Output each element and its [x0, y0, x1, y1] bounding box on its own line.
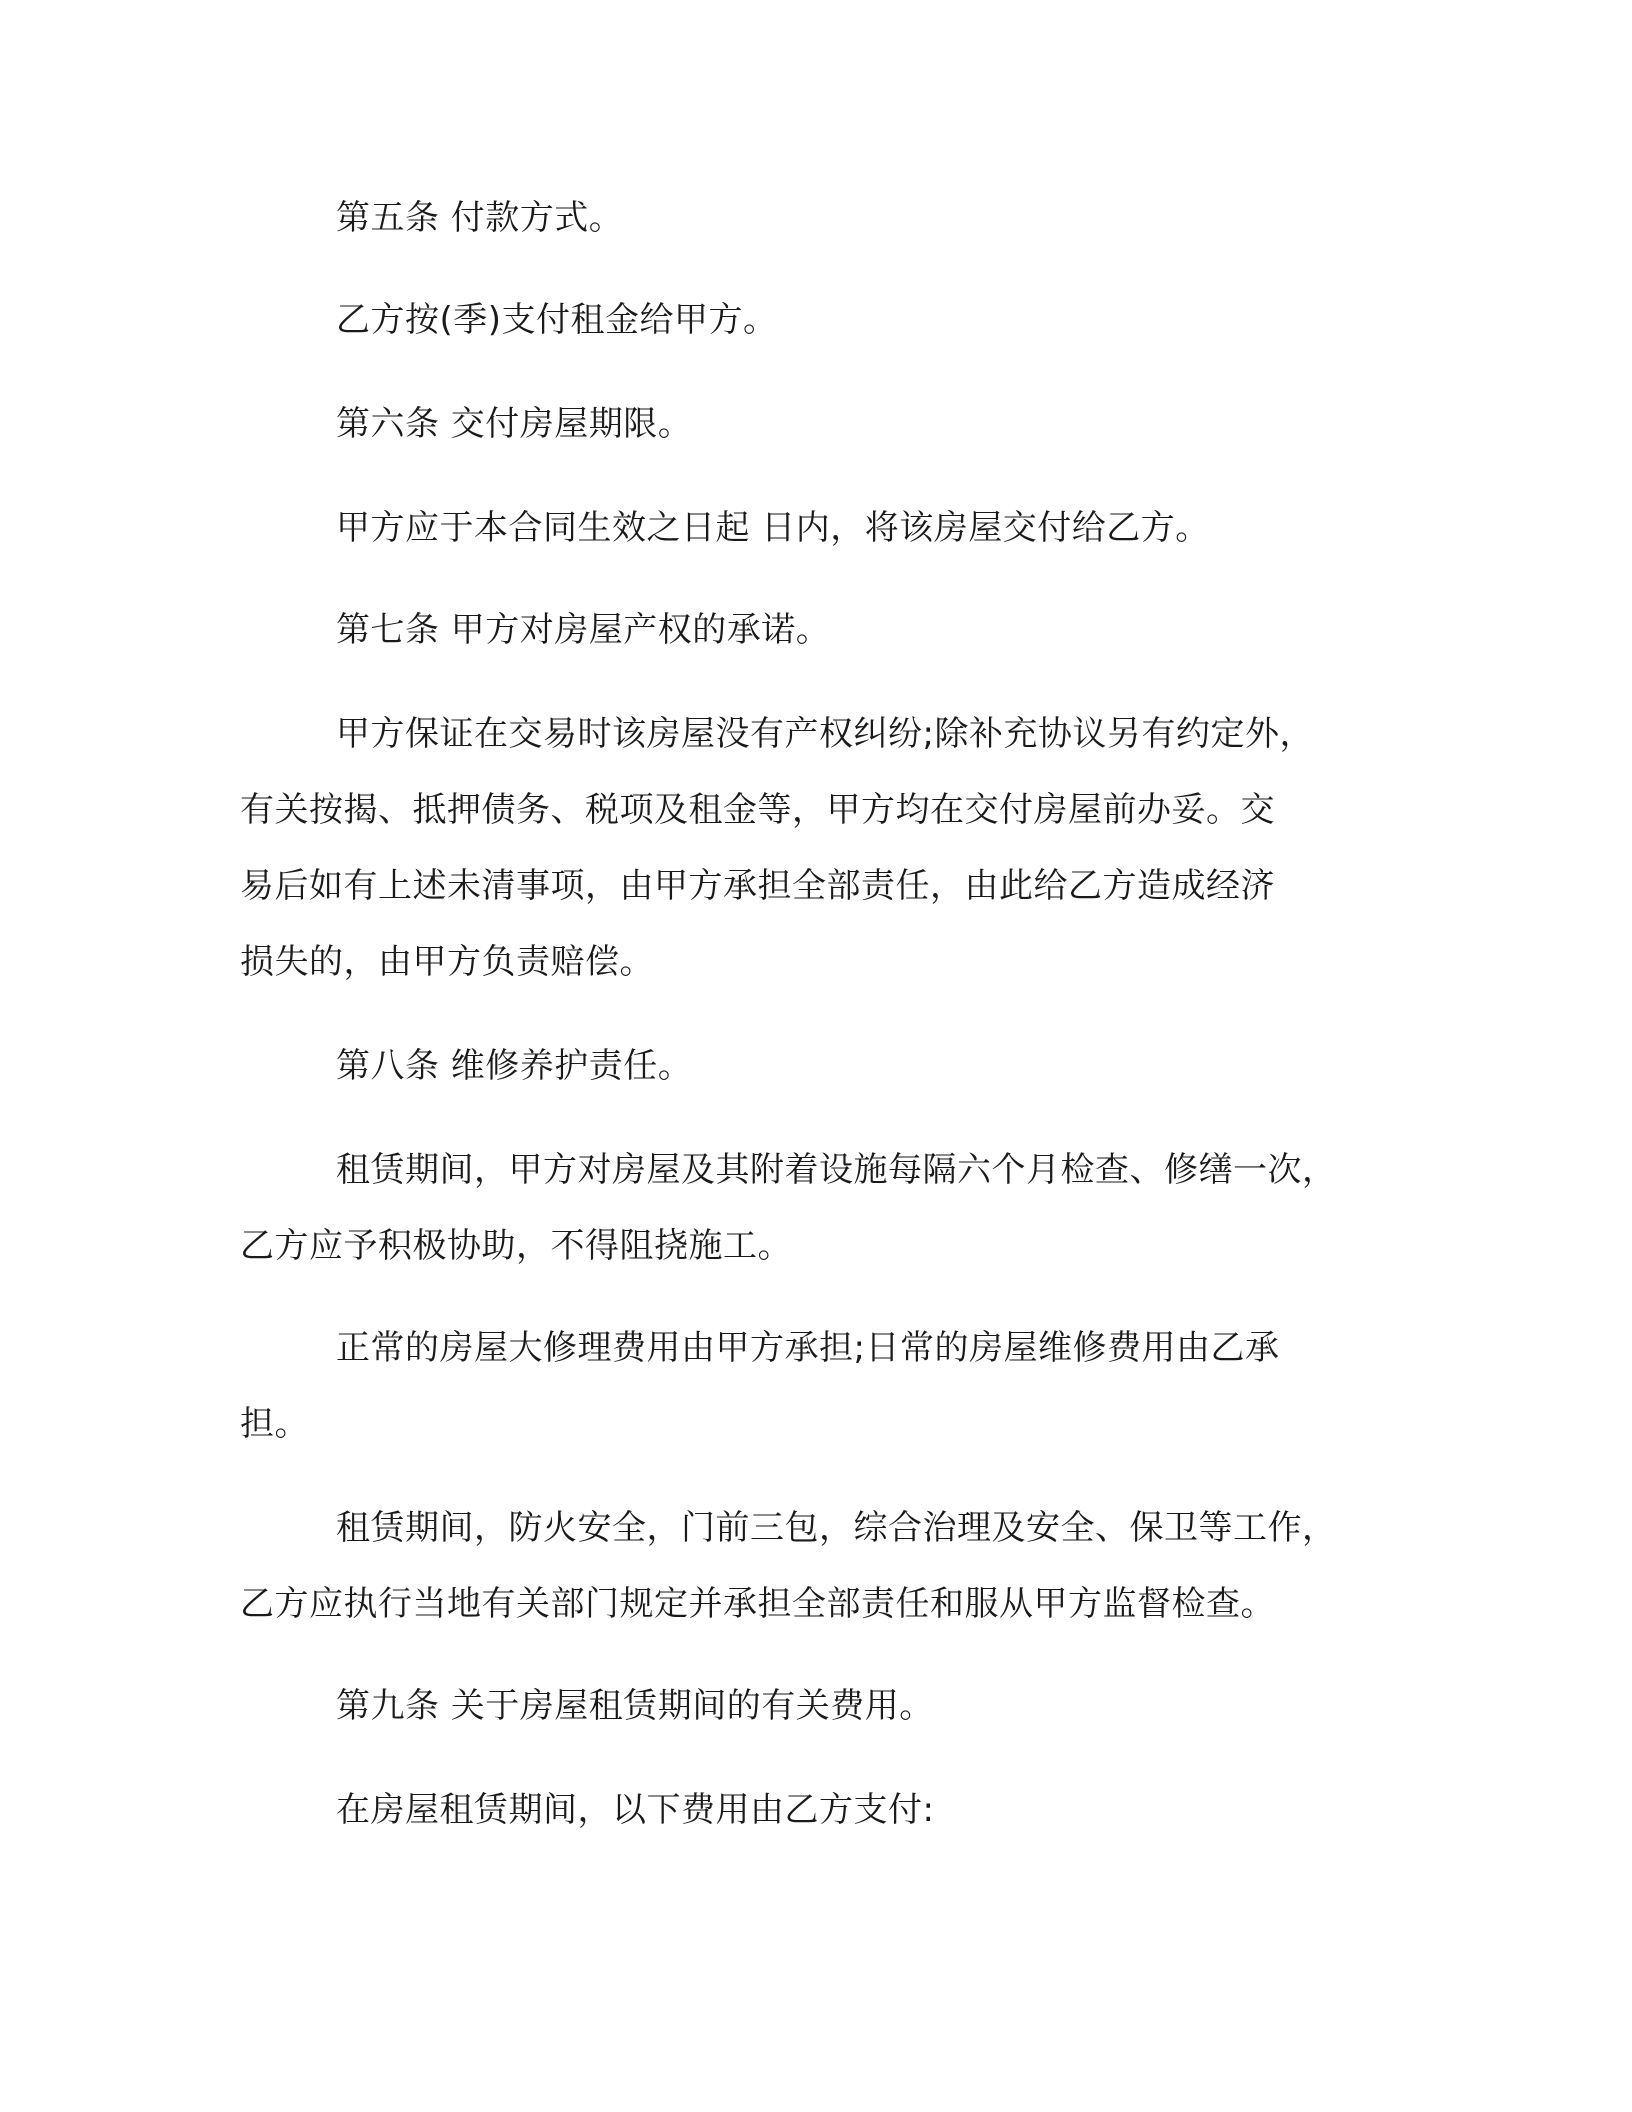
article-5-heading: 第五条 付款方式。: [336, 198, 624, 238]
article-8-para-1-line-2: 乙方应予积极协助，不得阻挠施工。: [240, 1226, 792, 1266]
article-7-body-line-3: 易后如有上述未清事项，由甲方承担全部责任，由此给乙方造成经济: [240, 866, 1275, 906]
article-6-heading: 第六条 交付房屋期限。: [336, 404, 693, 444]
article-7-body-line-2: 有关按揭、抵押债务、税项及租金等，甲方均在交付房屋前办妥。交: [240, 790, 1275, 830]
article-6-body: 甲方应于本合同生效之日起 日内，将该房屋交付给乙方。: [336, 508, 1210, 548]
article-8-para-3-line-1: 租赁期间，防火安全，门前三包，综合治理及安全、保卫等工作，: [336, 1508, 1337, 1548]
article-8-heading: 第八条 维修养护责任。: [336, 1046, 693, 1086]
article-5-body: 乙方按(季)支付租金给甲方。: [336, 300, 778, 340]
article-9-body: 在房屋租赁期间，以下费用由乙方支付:: [336, 1790, 935, 1830]
article-8-para-2-line-1: 正常的房屋大修理费用由甲方承担;日常的房屋维修费用由乙承: [336, 1328, 1280, 1368]
article-8-para-3-line-2: 乙方应执行当地有关部门规定并承担全部责任和服从甲方监督检查。: [240, 1584, 1275, 1624]
article-8-para-1-line-1: 租赁期间，甲方对房屋及其附着设施每隔六个月检查、修缮一次，: [336, 1150, 1337, 1190]
article-8-para-2-line-2: 担。: [240, 1404, 309, 1444]
article-9-heading: 第九条 关于房屋租赁期间的有关费用。: [336, 1686, 934, 1726]
article-7-body-line-1: 甲方保证在交易时该房屋没有产权纠纷;除补充协议另有约定外，: [336, 714, 1314, 754]
article-7-body-line-4: 损失的，由甲方负责赔偿。: [240, 942, 654, 982]
article-7-heading: 第七条 甲方对房屋产权的承诺。: [336, 610, 831, 650]
